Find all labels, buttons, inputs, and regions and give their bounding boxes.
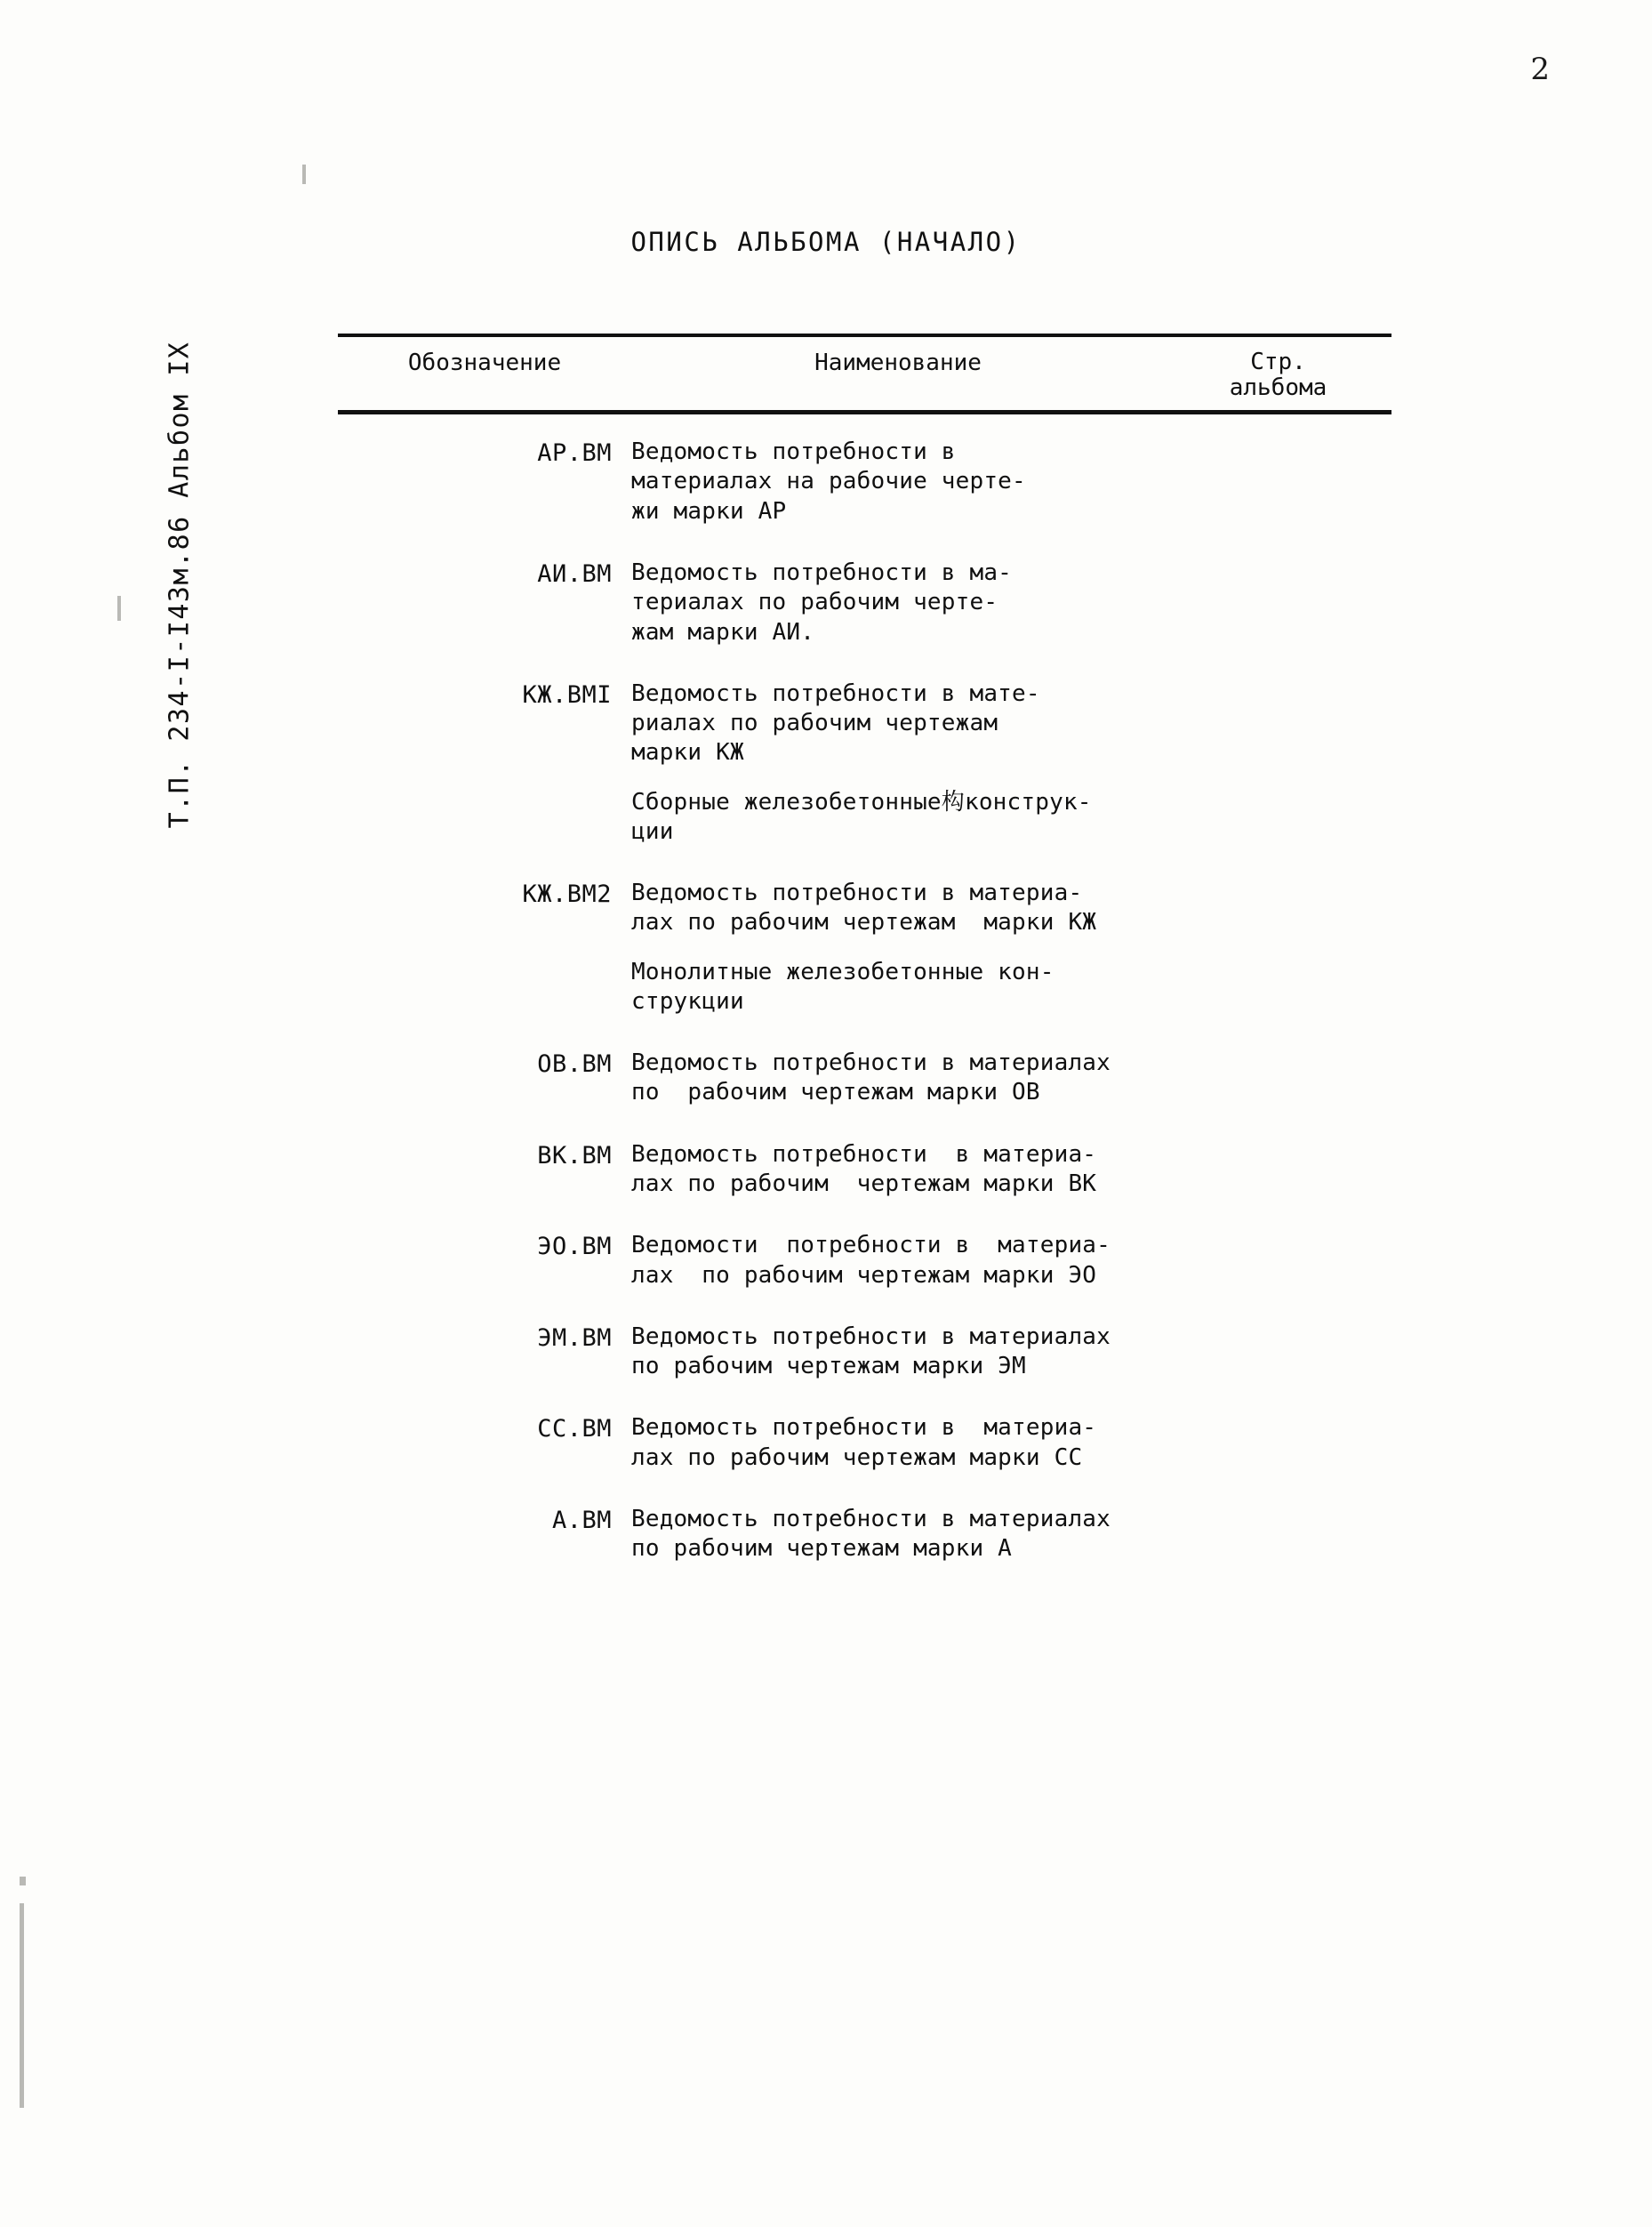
row-code: КЖ.ВМ2	[522, 880, 612, 909]
row-subnote-line: ции	[631, 817, 674, 845]
column-header-name: Наименование	[814, 350, 982, 376]
page-title: ОПИСЬ АЛЬБОМА (НАЧАЛО)	[630, 227, 1022, 257]
album-index-table	[338, 334, 1391, 1596]
row-code: ВК.ВМ	[537, 1141, 612, 1170]
row-subnote	[631, 788, 1187, 848]
row-description	[631, 559, 1187, 647]
row-description	[631, 879, 1187, 1017]
column-header-page	[1165, 350, 1391, 401]
row-subnote-line: Монолитные железобетонные кон-	[631, 958, 1055, 985]
row-description-line: Ведомость потребности в материалах	[631, 1505, 1111, 1532]
row-description-line: Ведомость потребности в материалах	[631, 1049, 1111, 1077]
row-description-line: жи марки АР	[631, 497, 787, 525]
table-row	[338, 438, 1391, 527]
row-description-line: лах по рабочим чертежам марки ЭО	[631, 1261, 1097, 1289]
page-number: 2	[1530, 52, 1550, 87]
column-header-code: Обозначение	[407, 350, 562, 376]
row-description	[631, 1323, 1187, 1382]
row-description	[631, 1505, 1187, 1564]
row-description	[631, 1140, 1187, 1200]
row-description-line: лах по рабочим чертежам марки ВК	[631, 1170, 1097, 1197]
row-description-line: материалах на рабочие черте-	[631, 468, 1026, 495]
table-row	[338, 1049, 1391, 1108]
row-description	[631, 1231, 1187, 1290]
row-description-line: Ведомость потребности в материа-	[631, 1140, 1097, 1168]
row-description-line: жам марки АИ.	[631, 618, 815, 646]
row-description-line: марки КЖ	[631, 739, 744, 767]
row-code: А.ВМ	[551, 1506, 612, 1534]
row-subnote-line: струкции	[631, 987, 744, 1015]
row-description-line: лах по рабочим чертежам марки СС	[631, 1443, 1083, 1471]
column-header-page-line2: альбома	[1229, 374, 1327, 402]
row-subnote-line: Сборные железобетонные构конструк-	[631, 788, 1092, 816]
table-row	[338, 879, 1391, 1017]
side-caption: Т.П. 234-I-I43м.86 Альбом IX	[164, 341, 196, 829]
row-description-line: Ведомости потребности в материа-	[631, 1232, 1111, 1259]
table-body	[338, 414, 1391, 1564]
table-row	[338, 1231, 1391, 1290]
table-row	[338, 1505, 1391, 1564]
scan-artifact-bottom-left	[20, 1903, 24, 2108]
row-description-line: Ведомость потребности в	[631, 438, 956, 466]
row-code: КЖ.ВМI	[522, 680, 612, 709]
row-code: СС.ВМ	[537, 1415, 612, 1443]
row-description	[631, 438, 1187, 527]
scan-artifact-left	[117, 596, 121, 621]
row-description-line: по рабочим чертежам марки ЭМ	[631, 1353, 1026, 1380]
row-code: ОВ.ВМ	[537, 1050, 612, 1079]
row-description-line: лах по рабочим чертежам марки КЖ	[631, 909, 1097, 937]
row-subnote	[631, 958, 1187, 1017]
scan-artifact-top	[302, 165, 306, 184]
table-row	[338, 679, 1391, 847]
row-description-line: Ведомость потребности в материалах	[631, 1323, 1111, 1350]
row-description	[631, 1049, 1187, 1108]
row-code: ЭО.ВМ	[537, 1233, 612, 1261]
row-description-line: териалах по рабочим черте-	[631, 589, 998, 616]
table-header-row	[338, 337, 1391, 410]
scan-artifact-bottom-dot	[20, 1877, 26, 1885]
row-description-line: Ведомость потребности в ма-	[631, 559, 1013, 587]
table-row	[338, 559, 1391, 647]
table-row	[338, 1323, 1391, 1382]
row-code: АР.ВМ	[537, 439, 612, 468]
table-row	[338, 1140, 1391, 1200]
row-description-line: Ведомость потребности в мате-	[631, 679, 1040, 707]
row-description	[631, 679, 1187, 847]
row-description	[631, 1413, 1187, 1473]
table-row	[338, 1413, 1391, 1473]
row-description-line: по рабочим чертежам марки ОВ	[631, 1079, 1040, 1106]
row-code: АИ.ВМ	[537, 560, 612, 589]
row-description-line: Ведомость потребности в материа-	[631, 880, 1083, 907]
row-description-line: по рабочим чертежам марки А	[631, 1535, 1013, 1563]
column-header-page-line1: Стр.	[1250, 349, 1306, 375]
row-description-line: риалах по рабочим чертежам	[631, 710, 998, 737]
row-description-line: Ведомость потребности в материа-	[631, 1414, 1097, 1442]
row-code: ЭМ.ВМ	[537, 1323, 612, 1352]
